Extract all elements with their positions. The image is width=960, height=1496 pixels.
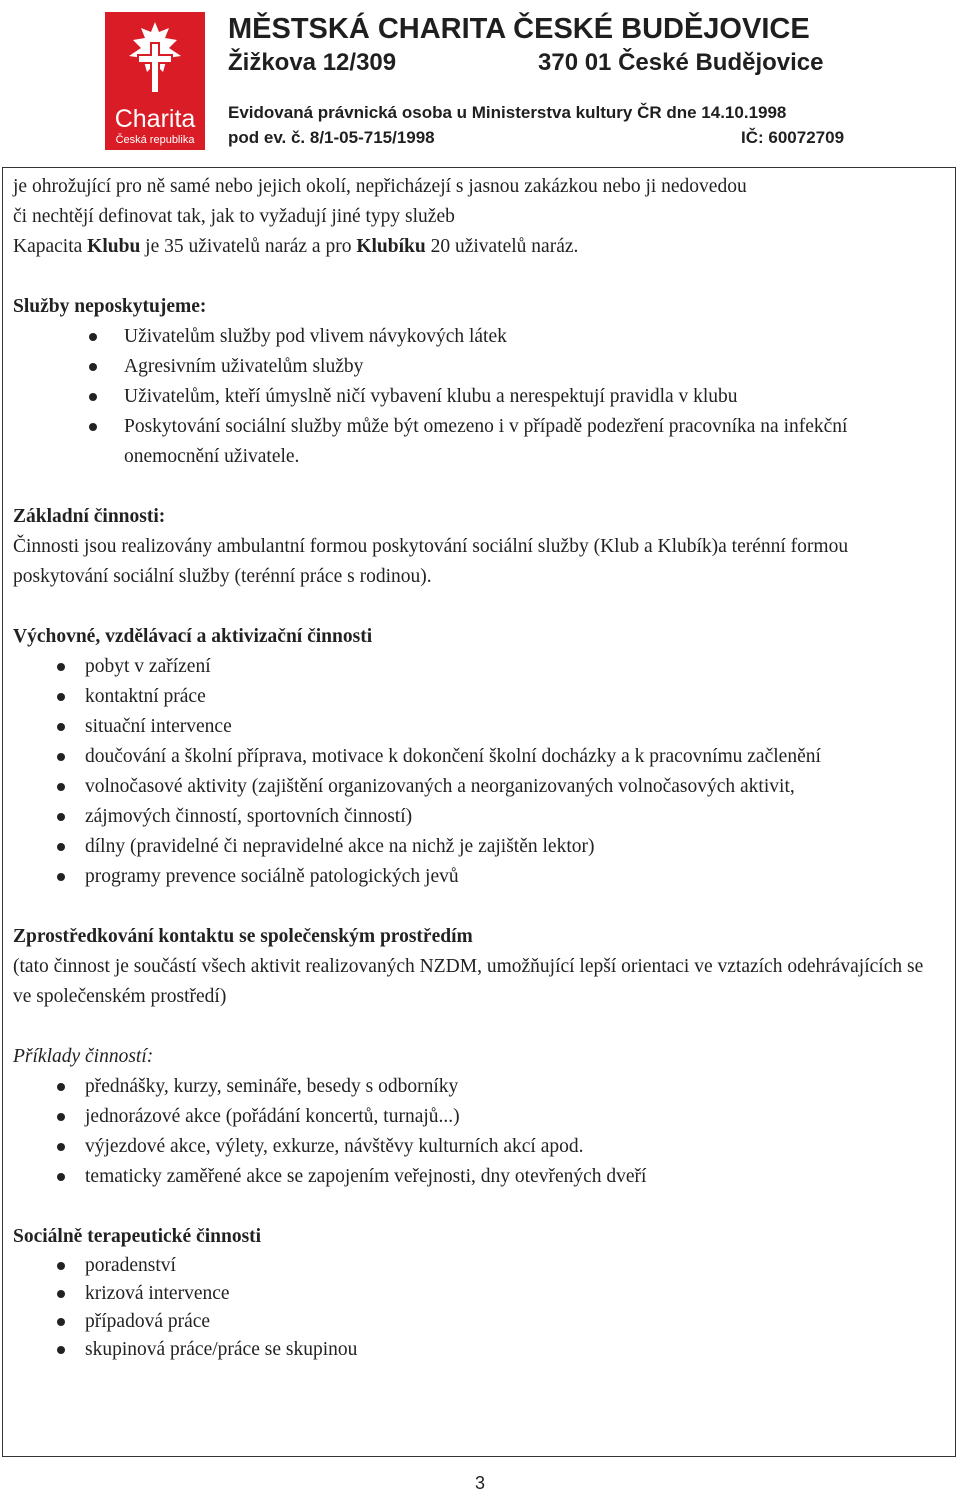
- list-item: volnočasové aktivity (zajištění organizovaných a neorganizovaných volnočasových aktivit,: [13, 772, 949, 802]
- list-item: dílny (pravidelné či nepravidelné akce na nichž je zajištěn lektor): [13, 832, 949, 862]
- list-item: tematicky zaměřené akce se zapojením veřejnosti, dny otevřených dveří: [13, 1162, 949, 1192]
- capacity-text: Kapacita Klubu je 35 uživatelů naráz a pro Klubíku 20 uživatelů naráz.: [13, 236, 579, 257]
- list-item: Agresivním uživatelům služby: [13, 352, 949, 382]
- bullet-icon: [57, 663, 65, 671]
- bullet-icon: [57, 843, 65, 851]
- bullet-icon: [57, 1318, 65, 1326]
- list-item: krizová intervence: [13, 1280, 949, 1308]
- bullet-icon: [89, 363, 97, 371]
- basic-activities-text: Činnosti jsou realizovány ambulantní formou poskytování sociální služby (Klub a Klubík)a terénní formou poskytování sociální služby (terénní práce s rodinou).: [13, 536, 849, 587]
- therapeutic-heading: Sociálně terapeutické činnosti: [13, 1226, 262, 1247]
- klub-label: Klubu: [87, 236, 141, 257]
- organization-name: MĚSTSKÁ CHARITA ČESKÉ BUDĚJOVICE: [228, 13, 810, 45]
- logo-country: Česká republika: [115, 134, 195, 146]
- list-item: Uživatelům služby pod vlivem návykových látek: [13, 322, 949, 352]
- bullet-icon: [57, 1173, 65, 1181]
- list-item: poradenství: [13, 1252, 949, 1280]
- address-street: Žižkova 12/309: [228, 49, 397, 76]
- page-number: 3: [474, 1473, 485, 1493]
- list-item: případová práce: [13, 1308, 949, 1336]
- document-body: [13, 172, 949, 1364]
- social-contact-text: (tato činnost je součástí všech aktivit realizovaných NZDM, umožňující lepší orientaci ve vztazích odehrávajících se ve společenském prostředí): [13, 956, 924, 1007]
- registration-number: pod ev. č. 8/1-05-715/1998: [228, 128, 435, 147]
- list-item: kontaktní práce: [13, 682, 949, 712]
- bullet-icon: [57, 783, 65, 791]
- company-id: IČ: 60072709: [741, 128, 845, 147]
- educational-list: [13, 652, 949, 892]
- bullet-icon: [57, 1143, 65, 1151]
- bullet-icon: [57, 813, 65, 821]
- list-item: přednášky, kurzy, semináře, besedy s odborníky: [13, 1072, 949, 1102]
- bullet-icon: [57, 1346, 65, 1354]
- list-item: Uživatelům, kteří úmyslně ničí vybavení klubu a nerespektují pravidla v klubu: [13, 382, 949, 412]
- list-item: programy prevence sociálně patologických jevů: [13, 862, 949, 892]
- bullet-icon: [57, 723, 65, 731]
- content-frame: [2, 167, 956, 1457]
- list-item: doučování a školní příprava, motivace k dokončení školní docházky a k pracovnímu začlenění: [13, 742, 949, 772]
- basic-activities-heading: Základní činnosti:: [13, 506, 166, 527]
- list-item: výjezdové akce, výlety, exkurze, návštěvy kulturních akcí apod.: [13, 1132, 949, 1162]
- examples-heading: Příklady činností:: [13, 1046, 154, 1067]
- list-item: Poskytování sociální služby může být omezeno i v případě podezření pracovníka na infekční onemocnění uživatele.: [13, 412, 949, 472]
- bullet-icon: [57, 1083, 65, 1091]
- examples-list: [13, 1072, 949, 1192]
- letterhead: [0, 0, 960, 160]
- bullet-icon: [89, 333, 97, 341]
- bullet-icon: [57, 873, 65, 881]
- bullet-icon: [57, 753, 65, 761]
- list-item: jednorázové akce (pořádání koncertů, turnajů...): [13, 1102, 949, 1132]
- address-city: 370 01 České Budějovice: [538, 49, 824, 76]
- not-provided-heading: Služby neposkytujeme:: [13, 296, 207, 317]
- bullet-icon: [57, 693, 65, 701]
- list-item: pobyt v zařízení: [13, 652, 949, 682]
- registration-info: Evidovaná právnická osoba u Ministerstva kultury ČR dne 14.10.1998: [228, 103, 787, 122]
- educational-heading: Výchovné, vzdělávací a aktivizační činnosti: [13, 626, 373, 647]
- list-item: situační intervence: [13, 712, 949, 742]
- charita-cross-icon: [123, 20, 187, 100]
- bullet-icon: [57, 1113, 65, 1121]
- bullet-icon: [57, 1262, 65, 1270]
- logo-name: Charita: [114, 105, 196, 133]
- list-item: skupinová práce/práce se skupinou: [13, 1336, 949, 1364]
- therapeutic-list: [13, 1252, 949, 1364]
- bullet-icon: [89, 393, 97, 401]
- social-contact-heading: Zprostředkování kontaktu se společenským prostředím: [13, 926, 473, 947]
- intro-line: je ohrožující pro ně samé nebo jejich okolí, nepřicházejí s jasnou zakázkou nebo ji nedovedou: [13, 176, 747, 197]
- list-item: zájmových činností, sportovních činností): [13, 802, 949, 832]
- charita-logo: [105, 12, 205, 150]
- intro-line: či nechtějí definovat tak, jak to vyžadují jiné typy služeb: [13, 206, 455, 227]
- bullet-icon: [89, 423, 97, 431]
- bullet-icon: [57, 1290, 65, 1298]
- klubik-label: Klubíku: [356, 236, 426, 257]
- not-provided-list: [13, 322, 949, 472]
